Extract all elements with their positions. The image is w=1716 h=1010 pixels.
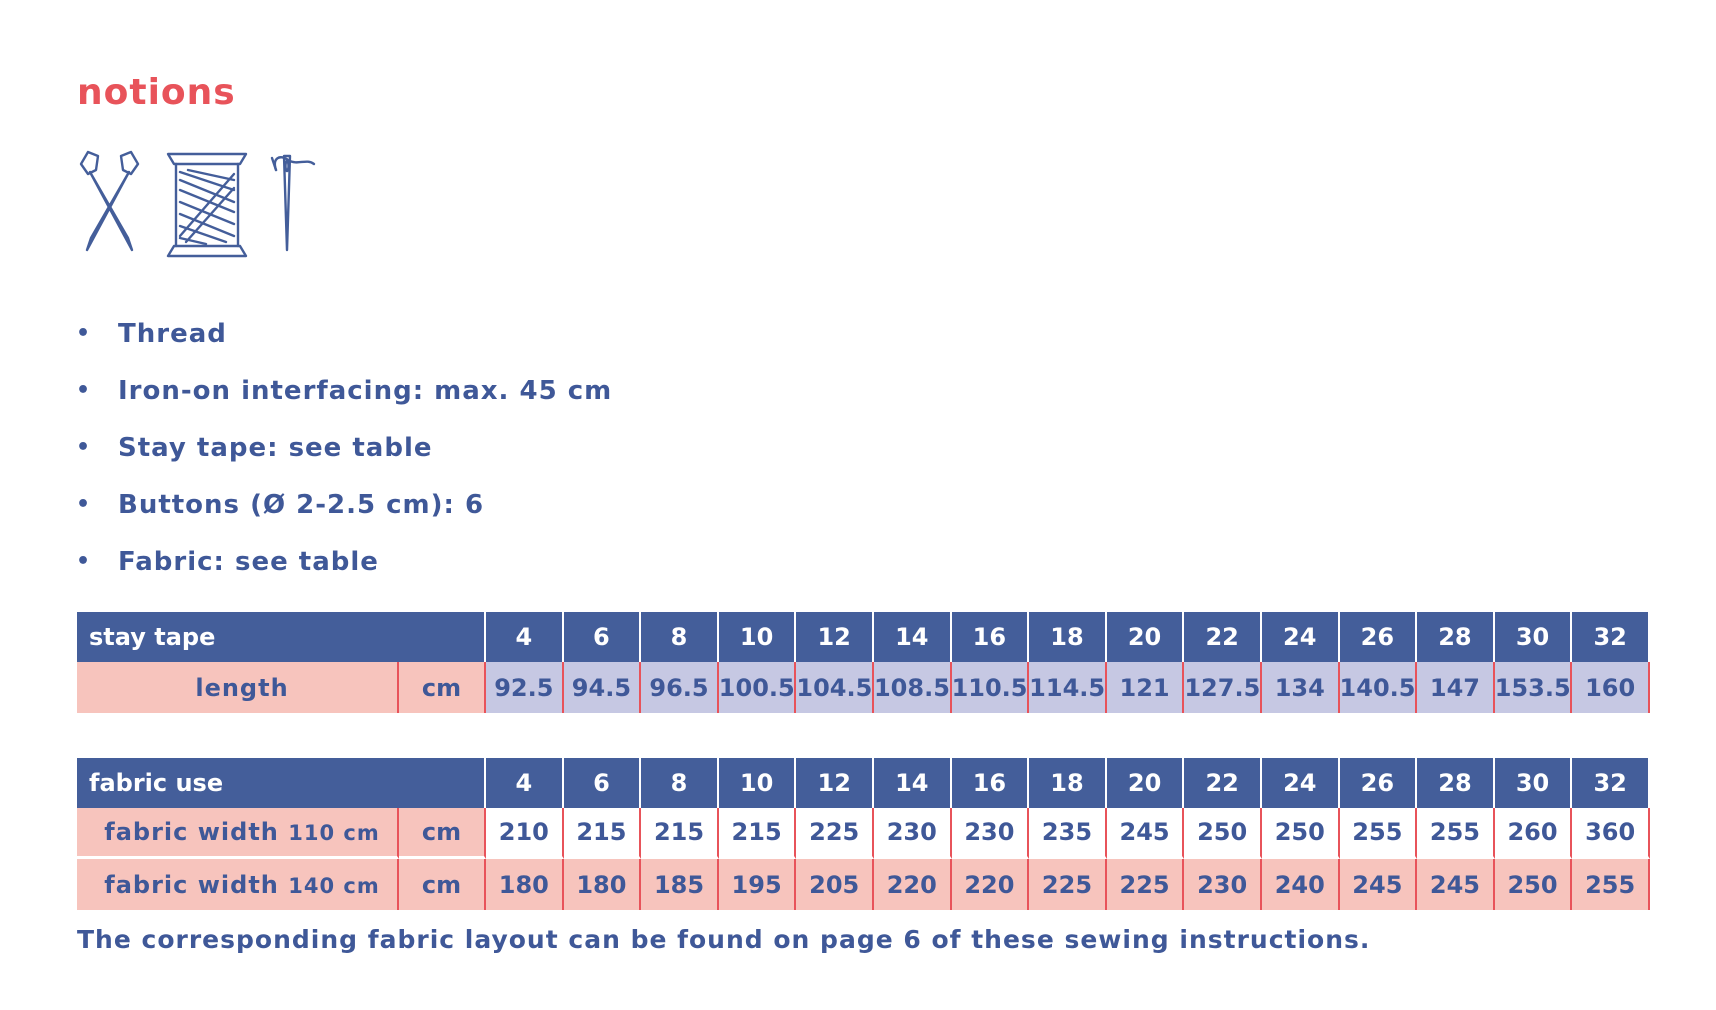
value-cell: 215 [719,808,797,859]
value-cell: 220 [874,859,952,910]
value-cell: 147 [1417,662,1495,713]
table-header-row [77,758,1650,808]
value-cell: 255 [1572,859,1650,910]
value-cell: 92.5 [486,662,564,713]
size-header-cell: 24 [1262,758,1340,808]
value-cell: 255 [1340,808,1418,859]
row-label-text: fabric width [104,818,279,846]
value-cell: 114.5 [1029,662,1107,713]
notions-list [76,305,612,590]
size-header-cell: 16 [952,758,1030,808]
size-header-cell: 14 [874,758,952,808]
notion-stay-tape: Stay tape: see table [118,432,433,463]
value-cell: 245 [1107,808,1185,859]
size-header-cell: 4 [486,612,564,662]
row-label [77,859,399,910]
bullet: • [76,549,92,574]
value-cell: 225 [1107,859,1185,910]
table-row [77,859,1650,910]
size-header-cell: 20 [1107,758,1185,808]
row-label-text: fabric width [104,870,279,899]
stay-tape-table [77,612,1650,713]
size-header-cell: 22 [1184,612,1262,662]
footer-note: The corresponding fabric layout can be found on page 6 of these sewing instructions. [77,925,1371,954]
bullet: • [76,492,92,517]
notion-fabric: Fabric: see table [118,546,379,577]
value-cell: 210 [486,808,564,859]
size-header-cell: 22 [1184,758,1262,808]
size-header-cell: 28 [1417,758,1495,808]
value-cell: 220 [952,859,1030,910]
value-cell: 230 [952,808,1030,859]
value-cell: 225 [796,808,874,859]
size-header-cell: 12 [796,758,874,808]
size-header-cell: 24 [1262,612,1340,662]
value-cell: 225 [1029,859,1107,910]
value-cell: 205 [796,859,874,910]
value-cell: 215 [641,808,719,859]
value-cell: 215 [564,808,642,859]
size-header-cell: 6 [564,758,642,808]
notion-interfacing: Iron-on interfacing: max. 45 cm [118,375,613,406]
size-header-cell: 10 [719,758,797,808]
table-header-row [77,612,1650,662]
value-cell: 94.5 [564,662,642,713]
value-cell: 235 [1029,808,1107,859]
value-cell: 230 [1184,859,1262,910]
value-cell: 160 [1572,662,1650,713]
value-cell: 230 [874,808,952,859]
table-header-label: stay tape [77,612,486,662]
scissors-icon [81,152,138,250]
value-cell: 360 [1572,808,1650,859]
value-cell: 180 [564,859,642,910]
size-header-cell: 8 [641,758,719,808]
list-item [76,362,612,419]
size-header-cell: 28 [1417,612,1495,662]
value-cell: 245 [1340,859,1418,910]
size-header-cell: 6 [564,612,642,662]
list-item [76,305,612,362]
size-header-cell: 16 [952,612,1030,662]
row-unit: cm [399,808,486,859]
bullet: • [76,435,92,460]
value-cell: 104.5 [796,662,874,713]
notion-thread: Thread [118,318,227,349]
list-item [76,419,612,476]
table-row [77,808,1650,859]
value-cell: 140.5 [1340,662,1418,713]
size-header-cell: 20 [1107,612,1185,662]
size-header-cell: 14 [874,612,952,662]
size-header-cell: 30 [1495,758,1573,808]
value-cell: 250 [1262,808,1340,859]
value-cell: 134 [1262,662,1340,713]
size-header-cell: 26 [1340,758,1418,808]
value-cell: 185 [641,859,719,910]
size-header-cell: 32 [1572,612,1650,662]
notions-icons [76,150,336,260]
row-label [77,808,399,859]
size-header-cell: 32 [1572,758,1650,808]
value-cell: 195 [719,859,797,910]
value-cell: 255 [1417,808,1495,859]
fabric-use-table [77,758,1650,910]
value-cell: 153.5 [1495,662,1573,713]
notion-buttons: Buttons (Ø 2-2.5 cm): 6 [118,489,485,520]
value-cell: 121 [1107,662,1185,713]
table-header-label: fabric use [77,758,486,808]
value-cell: 108.5 [874,662,952,713]
list-item [76,533,612,590]
value-cell: 96.5 [641,662,719,713]
size-header-cell: 12 [796,612,874,662]
value-cell: 110.5 [952,662,1030,713]
size-header-cell: 26 [1340,612,1418,662]
list-item [76,476,612,533]
row-unit: cm [399,662,486,713]
value-cell: 240 [1262,859,1340,910]
value-cell: 180 [486,859,564,910]
value-cell: 250 [1184,808,1262,859]
bullet: • [76,378,92,403]
size-header-cell: 8 [641,612,719,662]
bullet: • [76,321,92,346]
thread-spool-icon [168,154,246,256]
size-header-cell: 18 [1029,612,1107,662]
value-cell: 245 [1417,859,1495,910]
value-cell: 100.5 [719,662,797,713]
table-row [77,662,1650,713]
row-label-width: 140 cm [288,873,380,898]
size-header-cell: 30 [1495,612,1573,662]
size-header-cell: 10 [719,612,797,662]
row-label: length [77,662,399,713]
row-unit: cm [399,859,486,910]
needle-icon [272,156,314,250]
value-cell: 250 [1495,859,1573,910]
row-label-width: 110 cm [288,821,380,845]
size-header-cell: 4 [486,758,564,808]
page-title: notions [77,72,236,113]
value-cell: 260 [1495,808,1573,859]
size-header-cell: 18 [1029,758,1107,808]
value-cell: 127.5 [1184,662,1262,713]
